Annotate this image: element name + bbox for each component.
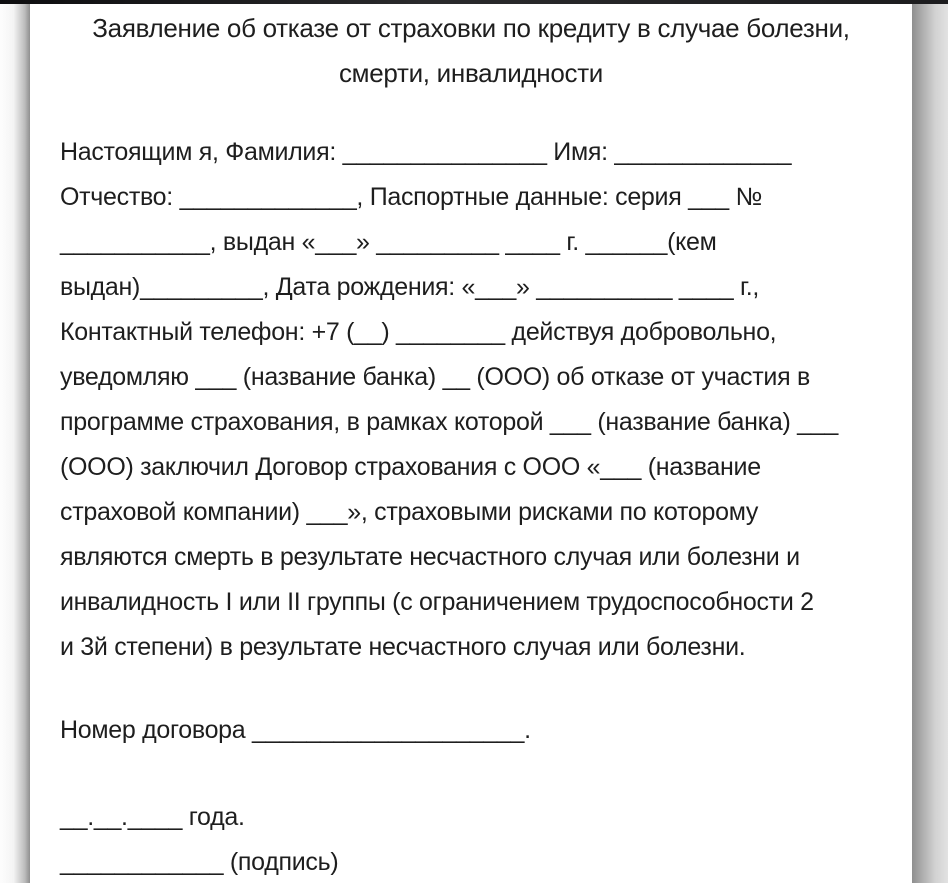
- document-page: [30, 0, 912, 883]
- left-page-shadow: [0, 0, 30, 883]
- text-line: Контактный телефон: +7 (__) ________ действуя добровольно,: [60, 318, 777, 346]
- text-line: программе страхования, в рамках которой ___ (название банка) ___: [60, 408, 838, 436]
- page-top-edge: [0, 0, 948, 4]
- text-line: инвалидность I или II группы (с ограничением трудоспособности 2: [60, 588, 814, 616]
- signature-line: ____________ (подпись): [60, 848, 339, 876]
- text-line: ___________, выдан «___» _________ ____ г. ______(кем: [60, 228, 717, 256]
- text-line: Заявление об отказе от страховки по кредиту в случае болезни,: [92, 13, 850, 43]
- date-signature-block: [60, 795, 882, 883]
- text-line: страховой компании) ___», страховыми рисками по которому: [60, 498, 759, 526]
- contract-number-line: Номер договора ____________________.: [60, 716, 531, 744]
- text-line: уведомляю ___ (название банка) __ (ООО) об отказе от участия в: [60, 363, 810, 391]
- date-line: __.__.____ года.: [60, 803, 245, 831]
- body-paragraph: [60, 130, 882, 670]
- text-line: Настоящим я, Фамилия: _______________ Имя: _____________: [60, 138, 792, 166]
- text-line: Отчество: _____________, Паспортные данные: серия ___ №: [60, 183, 763, 211]
- text-line: и 3й степени) в результате несчастного случая или болезни.: [60, 633, 746, 661]
- document-title: [60, 6, 882, 96]
- text-line: смерти, инвалидности: [338, 58, 604, 88]
- right-page-shadow: [912, 0, 948, 883]
- text-line: выдан)_________, Дата рождения: «___» __________ ____ г.,: [60, 273, 760, 301]
- text-line: (ООО) заключил Договор страхования с ООО «___ (название: [60, 453, 761, 481]
- text-line: являются смерть в результате несчастного случая или болезни и: [60, 543, 800, 571]
